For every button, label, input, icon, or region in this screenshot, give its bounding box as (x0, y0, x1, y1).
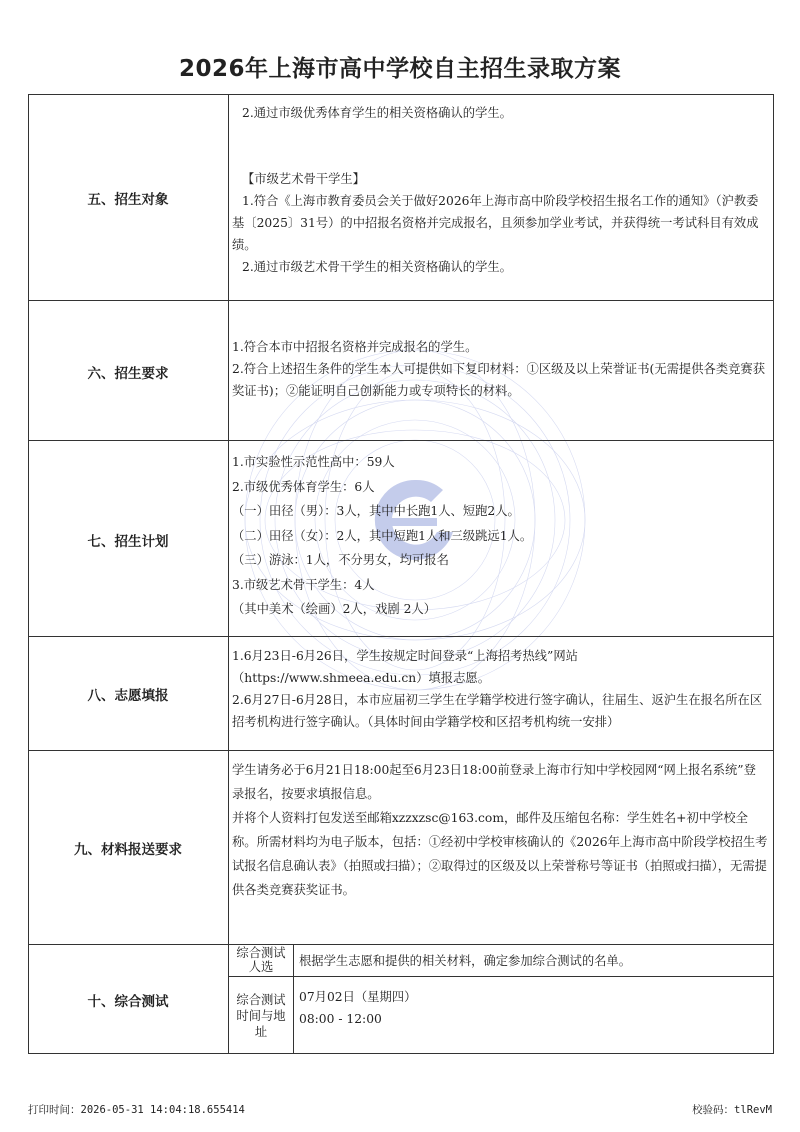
document-title: 2026年上海市高中学校自主招生录取方案 (178, 56, 621, 82)
section-5-content (232, 102, 768, 278)
section-7-line: （其中美术（绘画）2人，戏剧 2人） (232, 602, 437, 616)
test-time-location-label: 综合测试时间与地址 (236, 993, 286, 1039)
section-9-label: 九、材料报送要求 (74, 842, 182, 858)
test-selection-content (299, 950, 769, 972)
section-6-content (232, 336, 768, 402)
verify-code: 校验码：tlRevM (692, 1104, 772, 1116)
section-9-content (232, 758, 768, 902)
section-6-line: 1.符合本市中招报名资格并完成报名的学生。 (232, 340, 478, 354)
section-7-line: （二）田径（女）：2人，其中短跑1人和三级跳远1人。 (232, 528, 533, 543)
section-8-label: 八、志愿填报 (87, 688, 169, 704)
section-5-label: 五、招生对象 (87, 192, 169, 208)
test-selection-label: 综合测试人选 (236, 946, 286, 974)
section-7-line: 1.市实验性示范性高中：59人 (232, 455, 395, 469)
section-7-label: 七、招生计划 (87, 534, 169, 550)
print-time: 打印时间：2026-05-31 14:04:18.655414 (28, 1104, 245, 1116)
section-5-line: 2.通过市级艺术骨干学生的相关资格确认的学生。 (242, 260, 512, 274)
section-7-content (232, 450, 768, 622)
section-6-label: 六、招生要求 (87, 366, 169, 382)
section-8-line: 2.6月27日-6月28日，本市应届初三学生在学籍学校进行签字确认，往届生、返沪生在报名所在区招考机构进行签字确认。（具体时间由学籍学校和区招考机构统一安排） (232, 693, 763, 729)
section-5-line: 【市级艺术骨干学生】 (242, 172, 365, 186)
section-7-line: （三）游泳：1人，不分男女，均可报名 (232, 553, 449, 567)
section-7-line: （一）田径（男）：3人，其中中长跑1人、短跑2人。 (232, 504, 520, 518)
test-time-line: 08:00 - 12:00 (299, 1012, 382, 1026)
section-5-line: 1.符合《上海市教育委员会关于做好2026年上海市高中阶段学校招生报名工作的通知》（沪教委基〔2025〕31号）的中招报名资格并完成报名，且须参加学业考试，并获得统一考试科目有效成绩。 (232, 194, 759, 252)
section-9-line: 并将个人资料打包发送至邮箱xzzxzsc@163.com，邮件及压缩包名称：学生姓名+初中学校全称。所需材料均为电子版本，包括：①经初中学校审核确认的《2026年上海市高中阶段学校招生考试报名信息确认表》（拍照或扫描）；②取得过的区级及以上荣誉称号等证书（拍照或扫描），无需提供各类竞赛获奖证书。 (232, 811, 768, 897)
section-8-line: 1.6月23日-6月26日，学生按规定时间登录“上海招考热线”网站（https://www.shmeea.edu.cn）填报志愿。 (232, 649, 578, 685)
section-7-line: 2.市级优秀体育学生：6人 (232, 479, 375, 494)
section-5-line: 2.通过市级优秀体育学生的相关资格确认的学生。 (242, 106, 512, 120)
admission-table (28, 94, 774, 1054)
section-9-line: 学生请务必于6月21日18:00起至6月23日18:00前登录上海市行知中学校园网“网上报名系统”登录报名，按要求填报信息。 (232, 763, 756, 801)
test-time-location-content (299, 986, 769, 1030)
section-7-line: 3.市级艺术骨干学生：4人 (232, 577, 375, 592)
section-10-label: 十、综合测试 (87, 994, 169, 1010)
test-time-line: 07月02日（星期四） (299, 990, 417, 1004)
test-selection-line: 根据学生志愿和提供的相关材料，确定参加综合测试的名单。 (299, 954, 632, 968)
section-8-content (232, 645, 768, 733)
section-6-line: 2.符合上述招生条件的学生本人可提供如下复印材料：①区级及以上荣誉证书(无需提供各类竞赛获奖证书)；②能证明自己创新能力或专项特长的材料。 (232, 362, 766, 398)
